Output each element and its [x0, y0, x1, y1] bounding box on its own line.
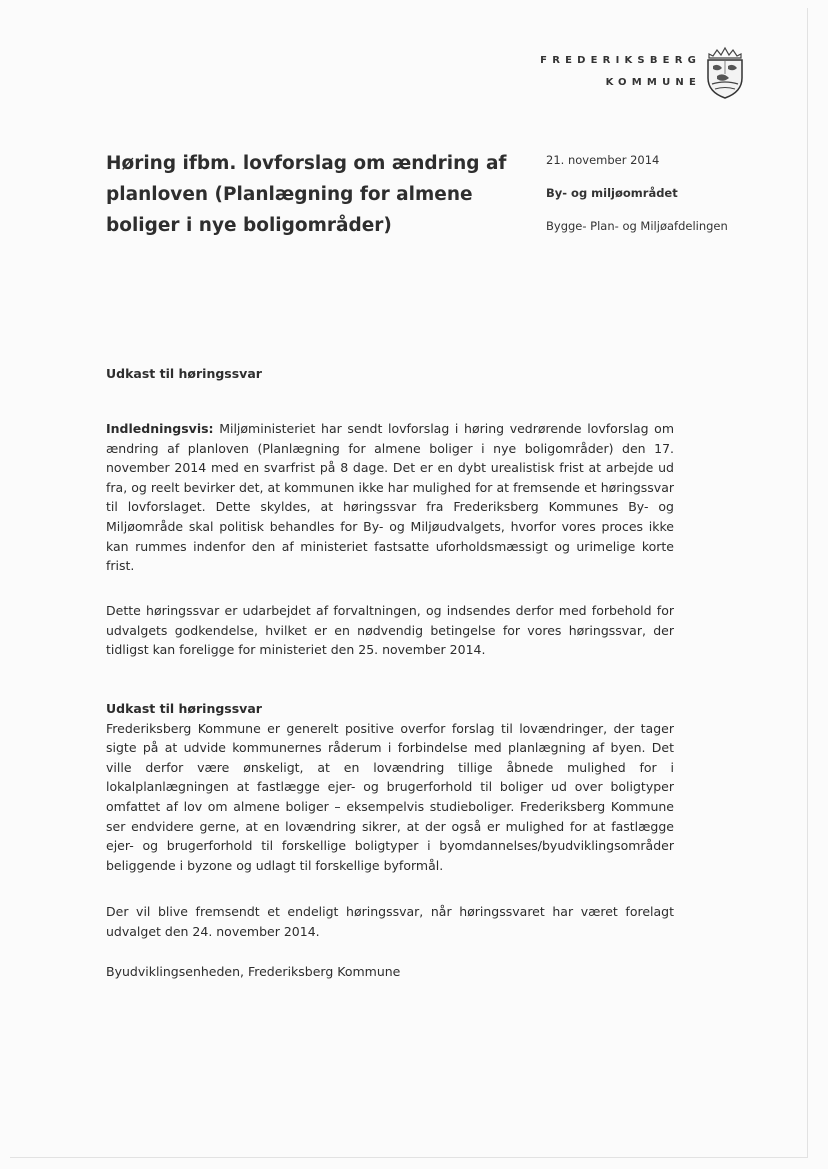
paragraph-final-note: Der vil blive fremsendt et endeligt høringssvar, når høringssvaret har været forelagt udvalget den 24. november 2014.: [106, 904, 674, 939]
paragraph-introduction-text: Miljøministeriet har sendt lovforslag i høring vedrørende lovforslag om ændring af planloven (Planlægning for almene boliger i nye boligområder) den 17. november 2014 med en svarfrist på 8 dage. Det er en dybt urealistisk frist at arbejde ud fra, og reelt bevirker det, at kommunen ikke har mulighed for at fremsende et høringssvar til lovforslaget. Dette skyldes, at høringssvar fra Frederiksberg Kommunes By- og Miljøområde skal politisk behandles for By- og Miljøudvalgets, hvorfor vores proces ikke kan rummes indenfor den af ministeriet fastsatte uforholdsmæssigt og urimelige korte frist.: [106, 421, 674, 574]
letterhead-line-1: FREDERIKSBERG: [540, 55, 701, 66]
document-date: 21. november 2014: [546, 153, 660, 167]
department-name: By- og miljøområdet: [546, 186, 678, 200]
signature: Byudviklingsenheden, Frederiksberg Kommune: [106, 964, 401, 979]
document-meta: [546, 153, 728, 233]
letterhead: [540, 55, 701, 88]
response-heading: Udkast til høringssvar: [106, 701, 262, 716]
letterhead-line-2: KOMMUNE: [605, 77, 701, 88]
document-title: Høring ifbm. lovforslag om ændring af planloven (Planlægning for almene boliger i nye boligområder): [106, 153, 507, 236]
response-text: Frederiksberg Kommune er generelt positive overfor forslag til lovændringer, der tager sigte på at udvide kommunernes råderum i forbindelse med planlægning af byen. Det ville derfor være ønskeligt, at en lovændring tillige åbnede mulighed for i lokalplanlægningen at fastlægge ejer- og brugerforhold til boliger ud over boligtyper omfattet af lov om almene boliger – eksempelvis studieboliger. Frederiksberg Kommune ser endvidere gerne, at en lovændring sikrer, at der også er mulighed for at fastlægge ejer- og brugerforhold til forskellige boligtyper i byomdannelses/byudviklingsområder beliggende i byzone og udlagt til forskellige byformål.: [106, 720, 674, 873]
response-block: [106, 699, 674, 875]
unit-name: Bygge- Plan- og Miljøafdelingen: [546, 219, 728, 233]
paragraph-lead: Indledningsvis:: [106, 421, 214, 436]
municipal-crest-icon: [703, 44, 747, 100]
paragraph-reservation: Dette høringssvar er udarbejdet af forvaltningen, og indsendes derfor med forbehold for udvalgets godkendelse, hvilket er en nødvendig betingelse for vores høringssvar, der tidligst kan foreligge for ministeriet den 25. november 2014.: [106, 603, 674, 658]
section-heading: Udkast til høringssvar: [106, 366, 262, 381]
paragraph-introduction: [106, 419, 674, 576]
